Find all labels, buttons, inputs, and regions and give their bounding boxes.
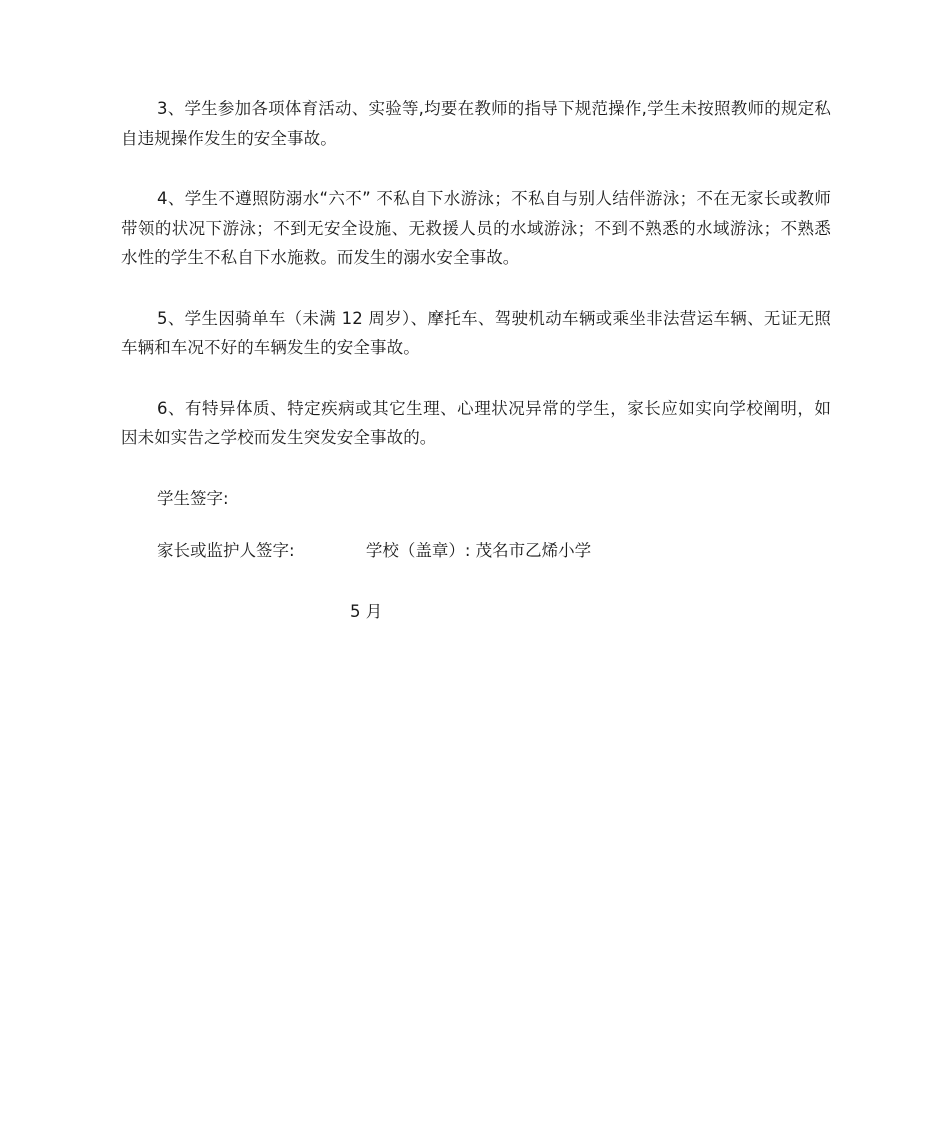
clause-3: 3、学生参加各项体育活动、实验等,均要在教师的指导下规范操作,学生未按照教师的规定私自违规操作发生的安全事故。 xyxy=(121,99,831,148)
parent-signature-line xyxy=(121,536,831,566)
clause-6: 6、有特异体质、特定疾病或其它生理、心理状况异常的学生，家长应如实向学校阐明，如因未如实告之学校而发生突发安全事故的。 xyxy=(121,398,831,447)
student-signature-line xyxy=(121,484,831,514)
date-line: 5 月 xyxy=(350,601,383,621)
school-seal-label: 学校（盖章）: 茂名市乙烯小学 xyxy=(365,541,592,560)
parent-signature-label: 家长或监护人签字: xyxy=(157,541,295,560)
student-signature-label: 学生签字: xyxy=(157,488,229,508)
document-body xyxy=(121,94,831,626)
clause-5: 5、学生因骑单车（未满 12 周岁）、摩托车、驾驶机动车辆或乘坐非法营运车辆、无证无照车辆和车况不好的车辆发生的安全事故。 xyxy=(121,308,831,357)
clause-4: 4、学生不遵照防溺水“六不” 不私自下水游泳；不私自与别人结伴游泳；不在无家长或教师带领的状况下游泳；不到无安全设施、无救援人员的水域游泳；不到不熟悉的水域游泳；不熟悉水性的学生不私自下水施救。而发生的溺水安全事故。 xyxy=(121,189,831,267)
